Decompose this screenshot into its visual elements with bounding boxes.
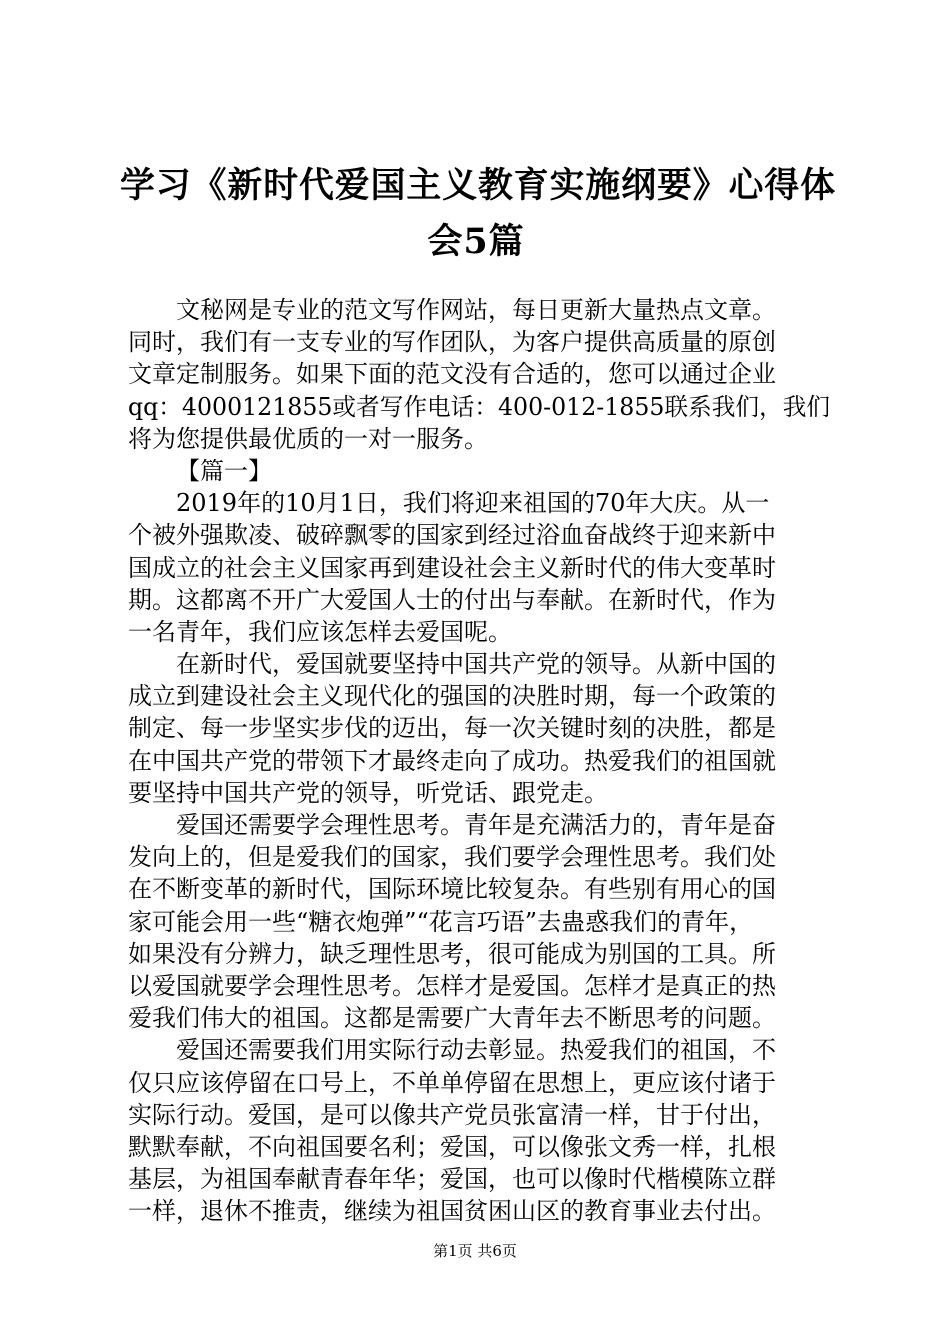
body-text-line: 在不断变革的新时代，国际环境比较复杂。有些别有用心的国	[128, 875, 776, 904]
body-text-line: 爱我们伟大的祖国。这都是需要广大青年去不断思考的问题。	[128, 1004, 776, 1033]
body-text-line: 制定、每一步坚实步伐的迈出，每一次关键时刻的决胜，都是	[128, 714, 776, 743]
body-text-line: 在中国共产党的带领下才最终走向了成功。热爱我们的祖国就	[128, 746, 776, 775]
body-text-line: 仅只应该停留在口号上，不单单停留在思想上，更应该付诸于	[128, 1068, 776, 1097]
body-text-line: 要坚持中国共产党的领导，听党话、跟党走。	[128, 778, 608, 807]
body-text-line: 期。这都离不开广大爱国人士的付出与奉献。在新时代，作为	[128, 585, 776, 614]
body-text-line: 爱国还需要学会理性思考。青年是充满活力的，青年是奋	[176, 811, 776, 839]
body-text-line: 基层，为祖国奉献青春年华；爱国，也可以像时代楷模陈立群	[128, 1165, 776, 1194]
body-text-line: 文秘网是专业的范文写作网站，每日更新大量热点文章。	[176, 296, 776, 324]
body-text-line: 个被外强欺凌、破碎飘零的国家到经过浴血奋战终于迎来新中	[128, 521, 776, 550]
body-text-line: 默默奉献，不向祖国要名利；爱国，可以像张文秀一样，扎根	[128, 1132, 776, 1161]
document-title-line-1: 学习《新时代爱国主义教育实施纲要》心得体	[120, 165, 837, 206]
body-text-line: 一名青年，我们应该怎样去爱国呢。	[128, 617, 512, 646]
body-text-line: 同时，我们有一支专业的写作团队，为客户提供高质量的原创	[128, 328, 776, 357]
body-text-line: 一样，退休不推责，继续为祖国贫困山区的教育事业去付出。	[128, 1197, 776, 1226]
body-text-line: 将为您提供最优质的一对一服务。	[128, 424, 488, 453]
body-text-line: 文章定制服务。如果下面的范文没有合适的，您可以通过企业	[128, 360, 776, 389]
document-title-line-2: 会5篇	[427, 221, 525, 262]
body-text-line: 爱国还需要我们用实际行动去彰显。热爱我们的祖国，不	[176, 1036, 776, 1065]
document-body	[128, 294, 830, 1227]
body-text-line: 以爱国就要学会理性思考。怎样才是爱国。怎样才是真正的热	[128, 971, 776, 1000]
body-text-line: 【篇一】	[176, 456, 272, 485]
body-text-line: 实际行动。爱国，是可以像共产党员张富清一样，甘于付出，	[128, 1100, 776, 1129]
page-footer: 第1页 共6页	[433, 1242, 517, 1260]
body-text-line: 在新时代，爱国就要坚持中国共产党的领导。从新中国的	[176, 650, 776, 679]
body-text-line: qq：4000121855或者写作电话：400-012-1855联系我们，我们	[128, 392, 830, 421]
body-text-line: 成立到建设社会主义现代化的强国的决胜时期，每一个政策的	[128, 682, 776, 711]
body-text-line: 2019年的10月1日，我们将迎来祖国的70年大庆。从一	[176, 489, 770, 518]
body-text-line: 如果没有分辨力，缺乏理性思考，很可能成为别国的工具。所	[128, 939, 776, 968]
body-text-line: 发向上的，但是爱我们的国家，我们要学会理性思考。我们处	[128, 843, 776, 872]
body-text-line: 国成立的社会主义国家再到建设社会主义新时代的伟大变革时	[128, 553, 776, 582]
body-text-line: 家可能会用一些“糖衣炮弹”“花言巧语”去蛊惑我们的青年，	[128, 907, 754, 936]
